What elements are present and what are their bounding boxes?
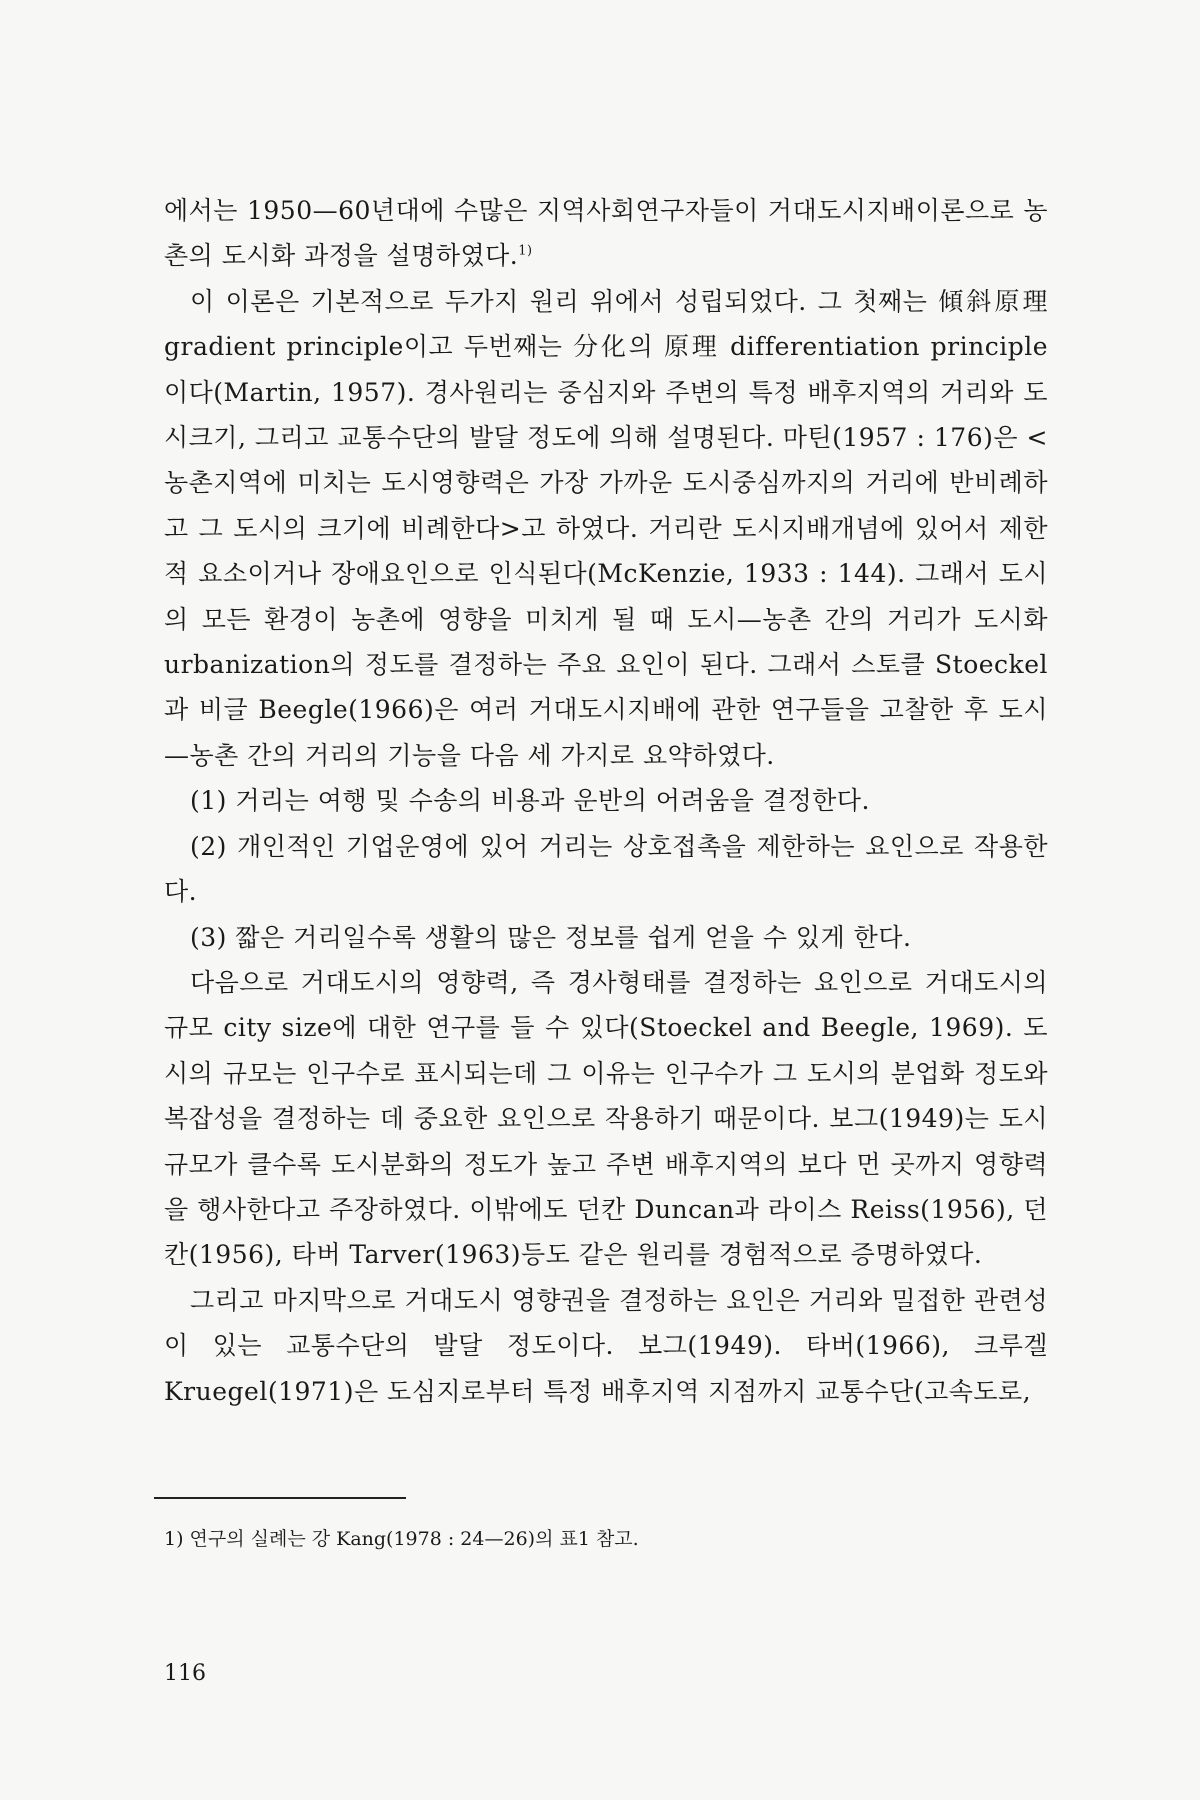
list-item-3: (3) 짧은 거리일수록 생활의 많은 정보를 쉽게 얻을 수 있게 한다. (190, 922, 912, 952)
footnote: 1) 연구의 실례는 강 Kang(1978 : 24—26)의 표1 참고. (164, 1528, 639, 1550)
footnote-divider (154, 1497, 406, 1499)
paragraph-3: 다음으로 거대도시의 영향력, 즉 경사형태를 결정하는 요인으로 거대도시의 규모 city size에 대한 연구를 들 수 있다(Stoeckel and Beegle, 1969). 도시의 규모는 인구수로 표시되는데 그 이유는 인구수가 그 도시의 분업화 정도와 복잡성을 결정하는 데 중요한 요인으로 작용하기 때문이다. 보그(1949)는 도시규모가 클수록 도시분화의 정도가 높고 주변 배후지역의 보다 먼 곳까지 영향력을 행사한다고 주장하였다. 이밖에도 던칸 Duncan과 라이스 Reiss(1956), 던칸(1956), 타버 Tarver(1963)등도 같은 원리를 경험적으로 증명하였다. (164, 967, 1048, 1270)
list-item-2: (2) 개인적인 기업운영에 있어 거리는 상호접촉을 제한하는 요인으로 작용한다. (164, 831, 1048, 907)
list-item-1: (1) 거리는 여행 및 수송의 비용과 운반의 어려움을 결정한다. (190, 786, 870, 816)
paragraph-4: 그리고 마지막으로 거대도시 영향권을 결정하는 요인은 거리와 밀접한 관련성이 있는 교통수단의 발달 정도이다. 보그(1949). 타버(1966), 크루겔 Kruegel(1971)은 도심지로부터 특정 배후지역 지점까지 교통수단(고속도로, (164, 1285, 1048, 1406)
footnote-reference: 1) (518, 244, 533, 260)
body-text (164, 188, 1048, 1414)
paragraph-1 (164, 188, 1048, 279)
page-number: 116 (164, 1661, 206, 1686)
paragraph-2: 이 이론은 기본적으로 두가지 원리 위에서 성립되었다. 그 첫째는 傾斜原理 gradient principle이고 두번째는 分化의 原理 differentiation principle이다(Martin, 1957). 경사원리는 중심지와 주변의 특정 배후지역의 거리와 도시크기, 그리고 교통수단의 발달 정도에 의해 설명된다. 마틴(1957 : 176)은 <농촌지역에 미치는 도시영향력은 가장 가까운 도시중심까지의 거리에 반비례하고 그 도시의 크기에 비례한다>고 하였다. 거리란 도시지배개념에 있어서 제한적 요소이거나 장애요인으로 인식된다(McKenzie, 1933 : 144). 그래서 도시의 모든 환경이 농촌에 영향을 미치게 될 때 도시—농촌 간의 거리가 도시화 urbanization의 정도를 결정하는 주요 요인이 된다. 그래서 스토클 Stoeckel과 비글 Beegle(1966)은 여러 거대도시지배에 관한 연구들을 고찰한 후 도시—농촌 간의 거리의 기능을 다음 세 가지로 요약하였다. (164, 286, 1048, 770)
paragraph-1-text: 에서는 1950—60년대에 수많은 지역사회연구자들이 거대도시지배이론으로 농촌의 도시화 과정을 설명하였다. (164, 196, 1048, 271)
